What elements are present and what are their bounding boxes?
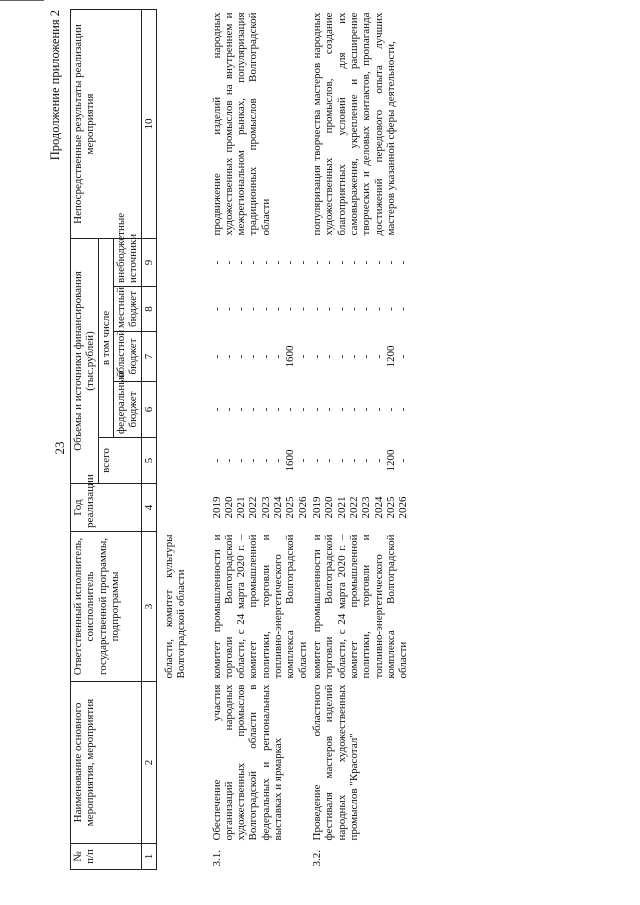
- row-name: Обеспечение участия организаций народных художественных промыслов Волгоградской области в федеральных и региональных выставках и ярмарках: [210, 684, 285, 841]
- col-index: 9: [141, 238, 156, 286]
- row-regional: - - - - - - 1200 -: [311, 345, 410, 368]
- row-years: 2019 2020 2021 2022 2023 2024 2025 2026: [311, 496, 410, 519]
- row-results: популяризация творчества мастеров народных художественных промыслов, создание благоприятных условий для их самовыражения, укрепление и расширение творческих и деловых контактов, пропаганда достижений передового опыта лучших мастеров указанной сферы деятельности,: [311, 12, 397, 236]
- header-local: местный бюджет: [113, 287, 141, 332]
- col-index: 4: [141, 484, 156, 532]
- header-executor: Ответственный исполнитель, соисполнитель государственной программы, подпрограммы: [71, 532, 142, 682]
- row-local: - - - - - - - -: [311, 307, 410, 311]
- header-results: Непосредственные результаты реализации мероприятия: [71, 9, 142, 238]
- header-year: Год реализации: [71, 484, 142, 532]
- row-number: 3.2.: [311, 850, 323, 867]
- row-executor: комитет промышленности и торговли Волгоградской области, с 24 марта 2020 г. – комитет промышленной политики, торговли и топливно-энергетического комплекса Волгоградской области: [210, 534, 309, 679]
- funding-table: [70, 9, 411, 870]
- row-total: - - - - - - 1600 -: [210, 449, 309, 472]
- header-federal: федеральный бюджет: [113, 382, 141, 438]
- row-results: продвижение изделий народных художественных промыслов на внутреннем и межрегиональном рынках, популяризация традиционных промыслов Волгоградской области: [210, 12, 272, 236]
- row-number: 3.1.: [210, 850, 223, 867]
- row-years: 2019 2020 2021 2022 2023 2024 2025 2026: [210, 496, 309, 519]
- column-index-row: [141, 9, 156, 869]
- row-executor: комитет промышленности и торговли Волгоградской области, с 24 марта 2020 г. – комитет промышленной политики, торговли и топливно-энергетического комплекса Волгоградской области: [311, 534, 410, 679]
- row-extra: - - - - - - - -: [210, 260, 309, 265]
- row-name: Проведение областного фестиваля мастеров изделий народных художественных промыслов "Красотал": [311, 684, 360, 841]
- carryover-row: [156, 9, 209, 869]
- col-index: 8: [141, 287, 156, 332]
- carryover-executor: области, комитет культуры Волгоградской области: [162, 534, 188, 679]
- header-num: № п/п: [71, 844, 142, 870]
- row-federal: - - - - - - - -: [311, 407, 410, 412]
- col-index: 1: [141, 844, 156, 870]
- rotated-page: [48, 10, 608, 870]
- row-federal: - - - - - - - -: [210, 407, 309, 412]
- row-extra: - - - - - - - -: [311, 260, 410, 265]
- table-row: [210, 9, 311, 869]
- col-index: 7: [141, 332, 156, 382]
- row-regional: - - - - - - 1600 -: [210, 345, 309, 368]
- col-index: 5: [141, 438, 156, 484]
- header-total: всего: [98, 438, 141, 484]
- table-row: [310, 9, 411, 869]
- col-index: 10: [141, 9, 156, 238]
- header-including: в том числе: [98, 238, 113, 437]
- header-name: Наименование основного мероприятия, мероприятия: [71, 682, 142, 844]
- row-local: - - - - - - - -: [210, 307, 309, 311]
- col-index: 6: [141, 382, 156, 438]
- header-funding: Объемы и источники финансирования (тыс.рублей): [71, 238, 99, 483]
- top-rule: [0, 0, 44, 1]
- appendix-caption: Продолжение приложения 2: [48, 10, 62, 161]
- col-index: 2: [141, 682, 156, 844]
- page-number: 23: [52, 441, 67, 455]
- header-row-1: [71, 9, 99, 869]
- col-index: 3: [141, 532, 156, 682]
- header-regional: областной бюджет: [113, 332, 141, 382]
- header-extra: внебюджетные источники: [113, 238, 141, 286]
- row-total: - - - - - - 1200 -: [311, 449, 410, 472]
